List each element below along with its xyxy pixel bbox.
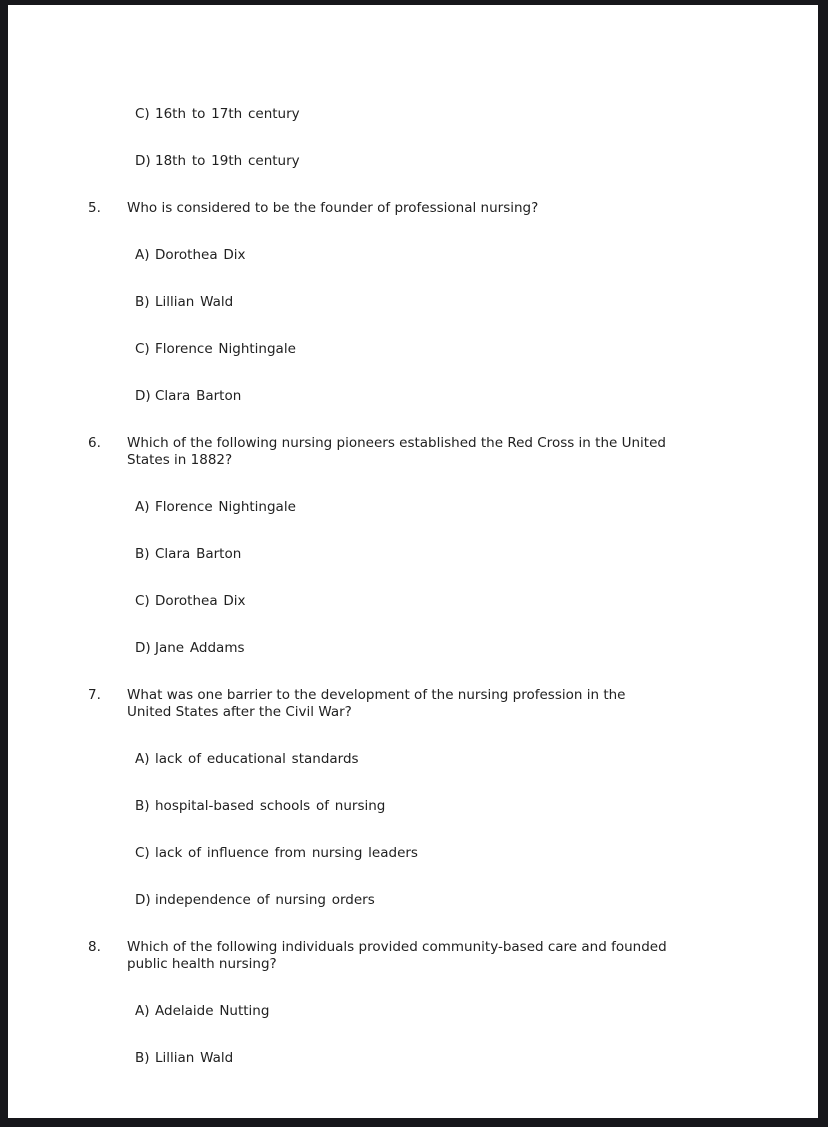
option-label: D) <box>135 153 151 169</box>
document-page <box>8 5 818 1118</box>
question-text-line: States in 1882? <box>127 452 233 468</box>
option-text: Adelaide Nutting <box>155 1003 270 1019</box>
option-label: D) <box>135 892 151 908</box>
answer-option-row <box>8 593 818 610</box>
answer-option-row <box>8 247 818 264</box>
option-text: Dorothea Dix <box>155 247 246 263</box>
question-row <box>8 687 818 721</box>
option-text: lack of influence from nursing leaders <box>155 845 418 861</box>
answer-option-row <box>8 798 818 815</box>
option-text: lack of educational standards <box>155 751 359 767</box>
question-number: 5. <box>88 200 101 216</box>
answer-option-row <box>8 546 818 563</box>
option-text: Lillian Wald <box>155 1050 234 1066</box>
answer-option-row <box>8 640 818 657</box>
option-label: C) <box>135 593 150 609</box>
option-text: 16th to 17th century <box>155 106 300 122</box>
option-label: B) <box>135 546 150 562</box>
option-text: Lillian Wald <box>155 294 234 310</box>
answer-option-row <box>8 388 818 405</box>
option-text: Clara Barton <box>155 546 242 562</box>
answer-option-row <box>8 1003 818 1020</box>
question-number: 8. <box>88 939 101 955</box>
option-label: C) <box>135 106 150 122</box>
answer-option-row <box>8 106 818 123</box>
question-row <box>8 435 818 469</box>
option-text: Florence Nightingale <box>155 341 296 357</box>
option-text: hospital-based schools of nursing <box>155 798 386 814</box>
option-label: A) <box>135 499 150 515</box>
option-text: Jane Addams <box>155 640 245 656</box>
question-text <box>127 939 752 973</box>
question-text-line: Who is considered to be the founder of professional nursing? <box>127 200 539 216</box>
question-text-line: United States after the Civil War? <box>127 704 352 720</box>
answer-option-row <box>8 499 818 516</box>
question-text-line: Which of the following individuals provided community-based care and founded <box>127 939 667 955</box>
answer-option-row <box>8 892 818 909</box>
option-text: Dorothea Dix <box>155 593 246 609</box>
option-label: C) <box>135 341 150 357</box>
answer-option-row <box>8 845 818 862</box>
question-row <box>8 200 818 217</box>
question-number: 6. <box>88 435 101 451</box>
option-text: Florence Nightingale <box>155 499 296 515</box>
option-label: C) <box>135 845 150 861</box>
option-label: D) <box>135 388 151 404</box>
question-text <box>127 687 752 721</box>
option-text: 18th to 19th century <box>155 153 300 169</box>
question-row <box>8 939 818 973</box>
question-text <box>127 435 752 469</box>
answer-option-row <box>8 341 818 358</box>
option-label: D) <box>135 640 151 656</box>
answer-option-row <box>8 153 818 170</box>
option-label: B) <box>135 798 150 814</box>
quiz-content <box>8 5 818 1067</box>
question-text-line: What was one barrier to the development of the nursing profession in the <box>127 687 626 703</box>
answer-option-row <box>8 751 818 768</box>
question-text <box>127 200 752 217</box>
question-text-line: public health nursing? <box>127 956 277 972</box>
answer-option-row <box>8 294 818 311</box>
question-text-line: Which of the following nursing pioneers established the Red Cross in the United <box>127 435 666 451</box>
option-text: independence of nursing orders <box>155 892 375 908</box>
option-label: B) <box>135 1050 150 1066</box>
answer-option-row <box>8 1050 818 1067</box>
option-label: A) <box>135 1003 150 1019</box>
option-label: A) <box>135 751 150 767</box>
option-label: A) <box>135 247 150 263</box>
option-text: Clara Barton <box>155 388 242 404</box>
option-label: B) <box>135 294 150 310</box>
question-number: 7. <box>88 687 101 703</box>
